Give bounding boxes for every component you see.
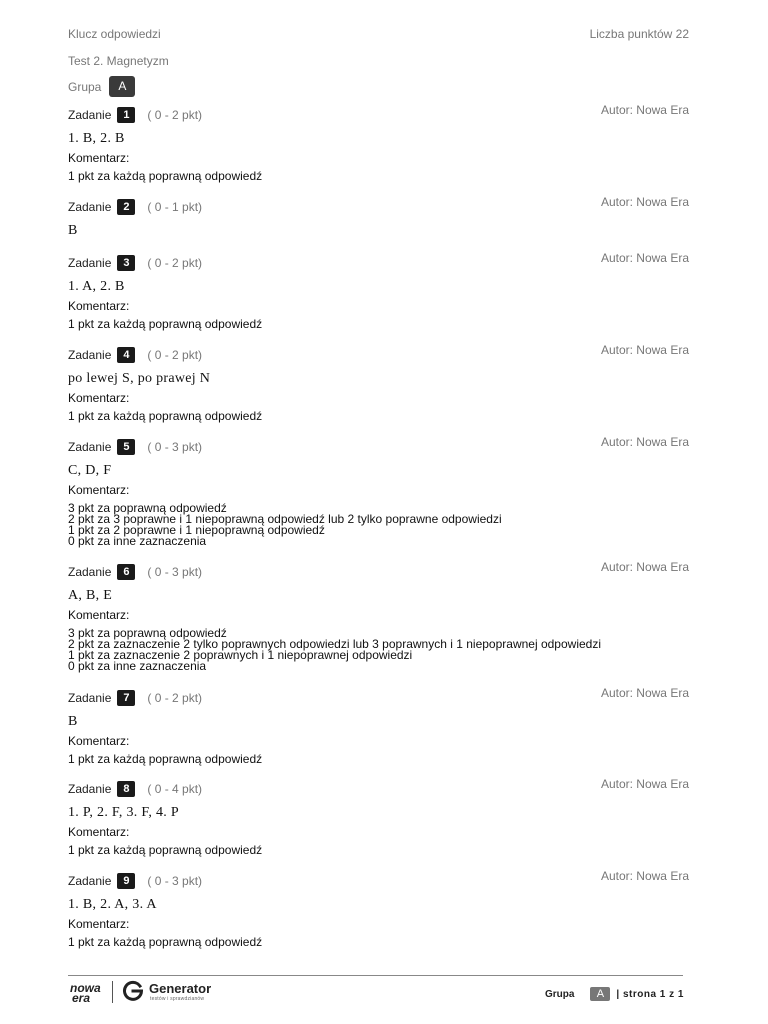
task-number-badge: 2 — [117, 199, 135, 215]
task-author: Autor: Nowa Era — [600, 686, 689, 700]
comment-label: Komentarz: — [68, 151, 130, 165]
task-number-badge: 3 — [117, 255, 135, 271]
test-name: Test 2. Magnetyzm — [68, 54, 169, 68]
task-comment — [68, 171, 689, 182]
comment-line: 3 pkt za poprawną odpowiedź — [68, 501, 227, 515]
task-number-badge: 1 — [117, 107, 135, 123]
task-answer: 1. B, 2. A, 3. A — [68, 897, 157, 912]
comment-line: 1 pkt za 2 poprawne i 1 niepoprawną odpowiedź — [68, 523, 325, 537]
generator-g-icon — [122, 980, 144, 1002]
comment-line: 2 pkt za zaznaczenie 2 tylko poprawnych odpowiedzi lub 3 poprawnych i 1 niepoprawnej odpowiedzi — [68, 637, 601, 651]
task-author: Autor: Nowa Era — [600, 251, 689, 265]
comment-line: 1 pkt za zaznaczenie 2 poprawnych i 1 niepoprawnej odpowiedzi — [68, 648, 413, 662]
task-header — [68, 435, 689, 456]
task-label: Zadanie — [68, 200, 112, 214]
task-label: Zadanie — [68, 565, 112, 579]
logo-separator — [112, 981, 113, 1003]
footer-divider — [68, 975, 683, 976]
task-author: Autor: Nowa Era — [600, 195, 689, 209]
comment-line: 1 pkt za każdą poprawną odpowiedź — [68, 409, 263, 423]
group-badge: A — [109, 76, 135, 97]
comment-label: Komentarz: — [68, 299, 130, 313]
points-total: Liczba punktów 22 — [589, 27, 689, 41]
task-author: Autor: Nowa Era — [600, 777, 689, 791]
task-label: Zadanie — [68, 782, 112, 796]
comment-line: 3 pkt za poprawną odpowiedź — [68, 626, 227, 640]
nowa-era-logo — [70, 983, 101, 1003]
task-comment — [68, 845, 689, 856]
task-header — [68, 251, 689, 272]
group-label: Grupa — [68, 79, 102, 94]
task-header — [68, 686, 689, 707]
task-header — [68, 777, 689, 798]
task-number-badge: 6 — [117, 564, 135, 580]
task-answer: 1. A, 2. B — [68, 279, 125, 294]
task-label: Zadanie — [68, 874, 112, 888]
task-header — [68, 869, 689, 890]
task-3 — [68, 251, 689, 331]
task-4 — [68, 343, 689, 423]
comment-label: Komentarz: — [68, 825, 130, 839]
comment-line: 0 pkt za inne zaznaczenia — [68, 534, 207, 548]
task-author: Autor: Nowa Era — [600, 560, 689, 574]
task-points: ( 0 - 3 pkt) — [147, 874, 203, 888]
footer-group-badge: A — [590, 987, 610, 1001]
task-2 — [68, 195, 689, 239]
task-header — [68, 195, 689, 216]
task-label: Zadanie — [68, 256, 112, 270]
task-6 — [68, 560, 689, 673]
task-author: Autor: Nowa Era — [600, 869, 689, 883]
task-points: ( 0 - 4 pkt) — [147, 782, 203, 796]
task-number-badge: 5 — [117, 439, 135, 455]
task-answer: B — [68, 223, 78, 238]
task-answer: B — [68, 714, 78, 729]
task-label: Zadanie — [68, 440, 112, 454]
comment-line: 2 pkt za 3 poprawne i 1 niepoprawną odpowiedź lub 2 tylko poprawne odpowiedzi — [68, 512, 502, 526]
comment-label: Komentarz: — [68, 917, 130, 931]
task-answer: po lewej S, po prawej N — [68, 371, 211, 386]
comment-line: 1 pkt za każdą poprawną odpowiedź — [68, 752, 263, 766]
comment-line: 1 pkt za każdą poprawną odpowiedź — [68, 935, 263, 949]
task-author: Autor: Nowa Era — [600, 435, 689, 449]
task-comment — [68, 319, 689, 330]
group-row — [68, 76, 135, 97]
task-header — [68, 343, 689, 364]
task-comment — [68, 411, 689, 422]
task-number-badge: 7 — [117, 690, 135, 706]
task-5 — [68, 435, 689, 548]
task-header — [68, 560, 689, 581]
comment-label: Komentarz: — [68, 608, 130, 622]
task-9 — [68, 869, 689, 949]
task-label: Zadanie — [68, 348, 112, 362]
task-number-badge: 4 — [117, 347, 135, 363]
task-points: ( 0 - 2 pkt) — [147, 348, 203, 362]
task-1 — [68, 103, 689, 183]
task-points: ( 0 - 2 pkt) — [147, 108, 203, 122]
task-author: Autor: Nowa Era — [600, 343, 689, 357]
task-comment — [68, 503, 689, 547]
document-title: Klucz odpowiedzi — [68, 27, 161, 41]
task-comment — [68, 937, 689, 948]
task-points: ( 0 - 2 pkt) — [147, 691, 203, 705]
task-label: Zadanie — [68, 691, 112, 705]
task-answer: 1. P, 2. F, 3. F, 4. P — [68, 805, 179, 820]
comment-label: Komentarz: — [68, 391, 130, 405]
task-comment — [68, 628, 689, 672]
task-number-badge: 8 — [117, 781, 135, 797]
comment-line: 1 pkt za każdą poprawną odpowiedź — [68, 843, 263, 857]
comment-line: 0 pkt za inne zaznaczenia — [68, 659, 207, 673]
task-author: Autor: Nowa Era — [600, 103, 689, 117]
generator-logo-text: Generator — [149, 981, 212, 996]
task-points: ( 0 - 3 pkt) — [147, 440, 203, 454]
generator-logo-subtitle: testów i sprawdzianów — [150, 996, 205, 1002]
task-points: ( 0 - 1 pkt) — [147, 200, 203, 214]
task-answer: C, D, F — [68, 463, 112, 478]
task-7 — [68, 686, 689, 766]
comment-line: 1 pkt za każdą poprawną odpowiedź — [68, 317, 263, 331]
task-answer: A, B, E — [68, 588, 113, 603]
footer-group-label: Grupa — [544, 988, 575, 1000]
comment-label: Komentarz: — [68, 483, 130, 497]
task-points: ( 0 - 3 pkt) — [147, 565, 203, 579]
footer-page-number: | strona 1 z 1 — [616, 988, 684, 1000]
task-points: ( 0 - 2 pkt) — [147, 256, 203, 270]
footer-page-info — [545, 987, 684, 1001]
logo-text-nowa: nowa — [70, 981, 101, 995]
task-answer: 1. B, 2. B — [68, 131, 125, 146]
task-number-badge: 9 — [117, 873, 135, 889]
comment-line: 1 pkt za każdą poprawną odpowiedź — [68, 169, 263, 183]
comment-label: Komentarz: — [68, 734, 130, 748]
task-8 — [68, 777, 689, 857]
task-header — [68, 103, 689, 124]
task-label: Zadanie — [68, 108, 112, 122]
logo-text-era: era — [72, 991, 91, 1005]
task-comment — [68, 754, 689, 765]
